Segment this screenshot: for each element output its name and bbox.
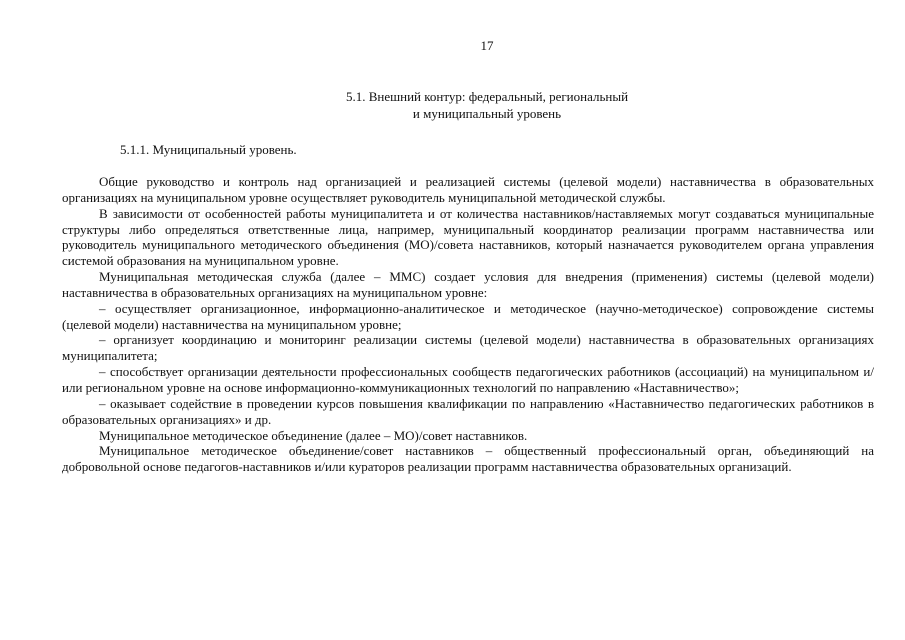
- paragraph-mms-conditions: Муниципальная методическая служба (далее – ММС) создает условия для внедрения (применения) системы (целевой модели) наставничества в образовательных организациях на муниципальном уровне:: [62, 269, 874, 300]
- list-item-support: – осуществляет организационное, информационно-аналитическое и методическое (научно-методическое) сопровождение системы (целевой модели) наставничества на муниципальном уровне;: [62, 300, 874, 332]
- body-text: [62, 174, 874, 475]
- list-item-coordination: – организует координацию и мониторинг реализации системы (целевой модели) наставничества в образовательных организациях муниципалитета;: [62, 332, 874, 364]
- paragraph-municipal-structures: В зависимости от особенностей работы муниципалитета и от количества наставников/наставляемых могут создаваться муниципальные структуры либо определяться ответственные лица, например, муниципальный координатор реализации программ наставничества или руководитель муниципального методического объединения (МО)/совета наставников, который назначается руководителем органа управления системой образования на муниципальном уровне.: [62, 205, 874, 269]
- paragraph-mo-description: Муниципальное методическое объединение/совет наставников – общественный профессиональный орган, объединяющий на добровольной основе педагогов-наставников и/или кураторов реализации программ наставничества образовательных организаций.: [62, 443, 874, 475]
- section-title: [0, 89, 905, 122]
- list-item-courses: – оказывает содействие в проведении курсов повышения квалификации по направлению «Наставничество педагогических работников в образовательных организациях» и др.: [62, 395, 874, 427]
- paragraph-general-control: Общие руководство и контроль над организацией и реализацией системы (целевой модели) наставничества в образовательных организациях на муниципальном уровне осуществляет руководитель муниципальной методической службы.: [62, 174, 874, 205]
- section-title-line-1: 5.1. Внешний контур: федеральный, региональный: [345, 89, 629, 104]
- paragraph-mo-definition: Муниципальное методическое объединение (далее – МО)/совет наставников.: [99, 427, 528, 443]
- page-number: 17: [480, 38, 494, 53]
- section-title-line-2: и муниципальный уровень: [412, 105, 562, 121]
- subsection-title: 5.1.1. Муниципальный уровень.: [120, 142, 297, 157]
- list-item-communities: – способствует организации деятельности профессиональных сообществ педагогических работников (ассоциаций) на муниципальном и/или региональном уровне на основе информационно-коммуникационных технологий по направлению «Наставничество»;: [62, 364, 874, 395]
